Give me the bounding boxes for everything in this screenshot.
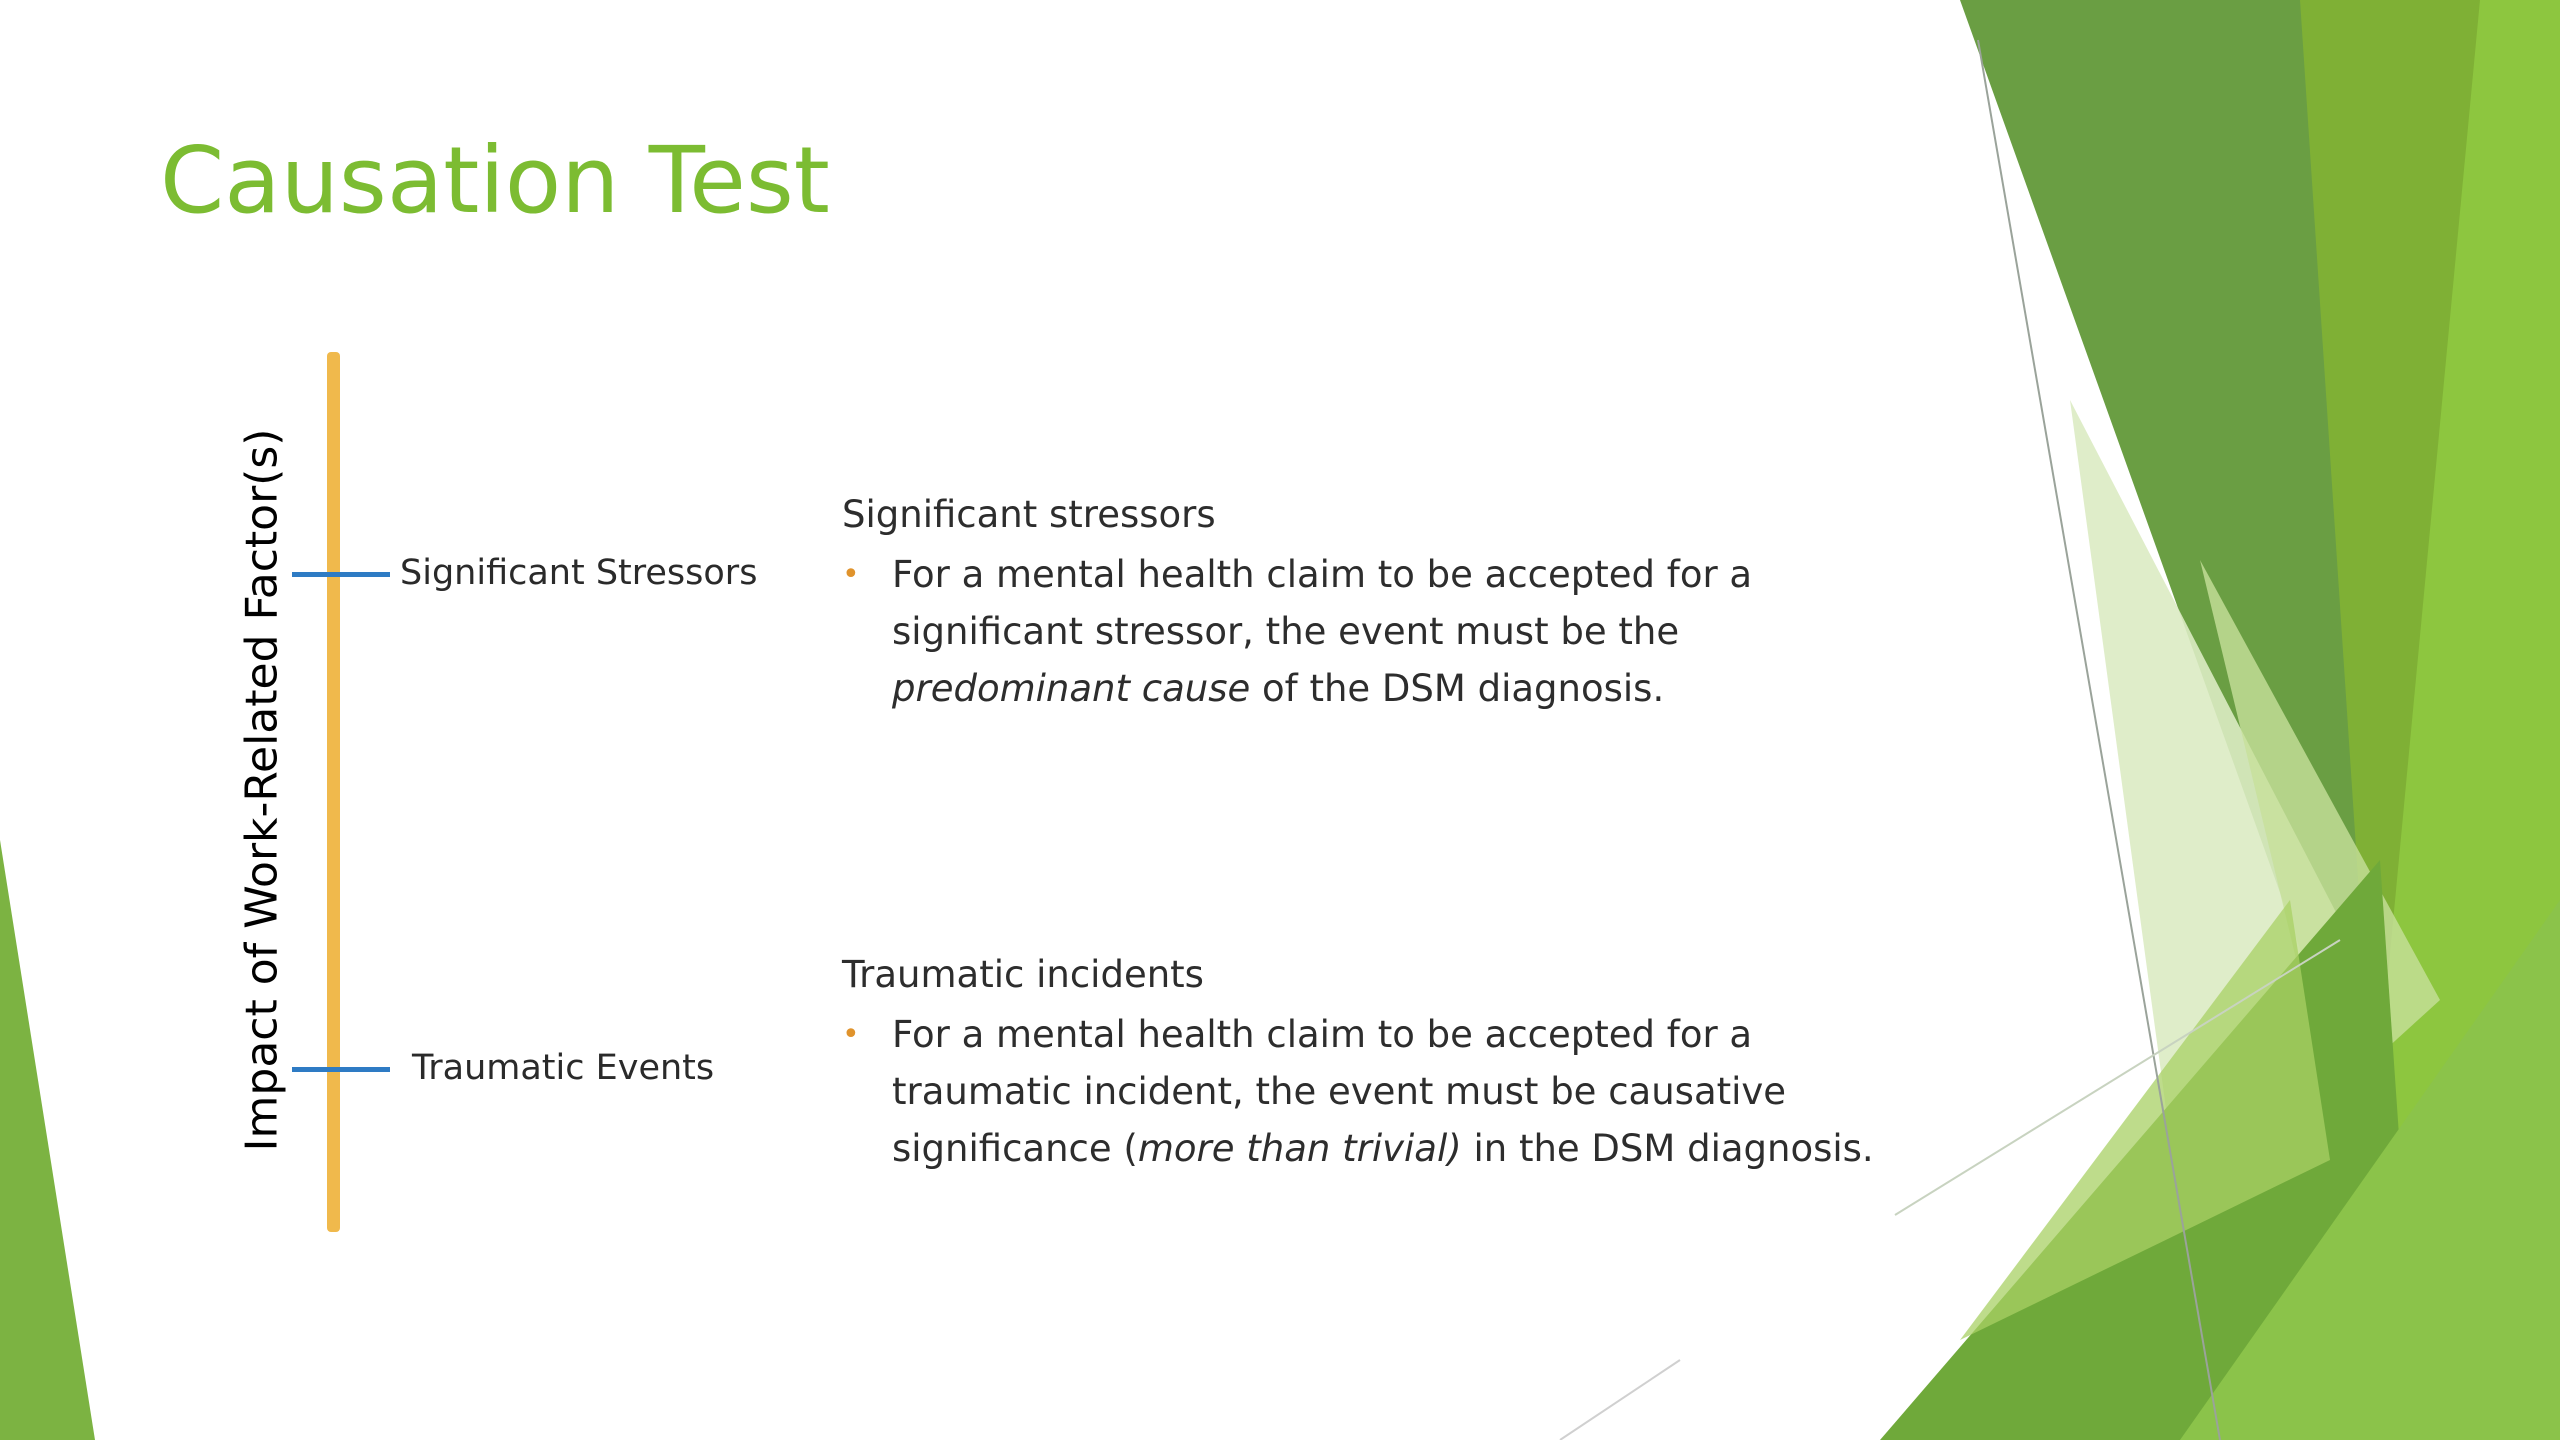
bullet-text-line: [892, 1120, 1982, 1177]
section-heading: Significant stressors: [842, 493, 1216, 536]
bullet-item: [842, 546, 1982, 717]
left-green-shape: [0, 840, 95, 1440]
tick-significant-stressors: [292, 572, 390, 577]
bullet-text-fragment: of the DSM diagnosis.: [1250, 667, 1665, 710]
bullet-text-fragment: significance (: [892, 1127, 1138, 1170]
tick-label-traumatic-events: Traumatic Events: [412, 1048, 715, 1088]
bullet-item: [842, 1006, 1982, 1177]
tick-label-significant-stressors: Significant Stressors: [400, 553, 758, 593]
section-traumatic-incidents: [842, 948, 1982, 1177]
axis-bar: [327, 352, 340, 1232]
axis-label: Impact of Work-Related Factor(s): [236, 428, 288, 1152]
bullet-text-line: [892, 660, 1982, 717]
thin-line-3: [1560, 1360, 1680, 1440]
bullet-icon: •: [842, 557, 860, 592]
bullet-text-line: For a mental health claim to be accepted for a: [892, 1013, 1753, 1056]
bullet-text-line: traumatic incident, the event must be causative: [892, 1070, 1787, 1113]
emphasis-text: predominant cause: [892, 667, 1251, 710]
emphasis-text: more than trivial): [1137, 1127, 1462, 1170]
slide-title: Causation Test: [160, 127, 830, 234]
tick-traumatic-events: [292, 1067, 390, 1072]
bullet-icon: •: [842, 1017, 860, 1052]
bullet-text-line: For a mental health claim to be accepted for a: [892, 553, 1753, 596]
bullet-text-fragment: in the DSM diagnosis.: [1461, 1127, 1874, 1170]
section-significant-stressors: [842, 488, 1982, 717]
section-heading: Traumatic incidents: [842, 953, 1204, 996]
bullet-text-line: significant stressor, the event must be the: [892, 610, 1680, 653]
